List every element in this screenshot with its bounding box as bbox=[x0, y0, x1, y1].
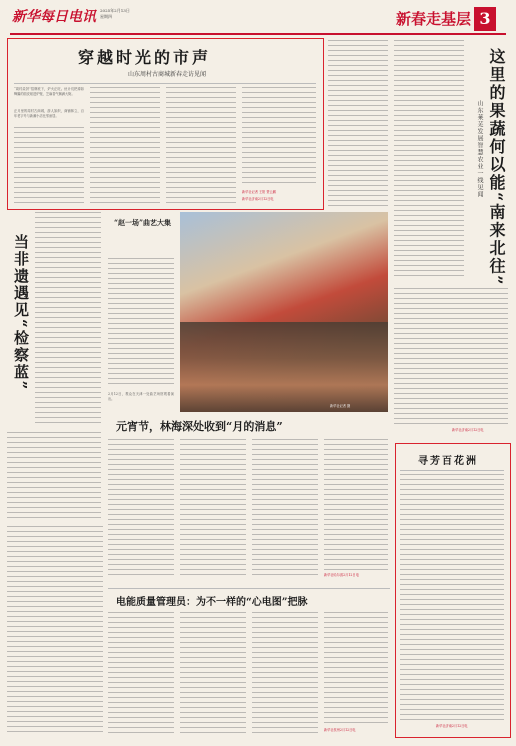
main-photograph bbox=[180, 212, 388, 412]
lantern-column-3 bbox=[252, 439, 318, 579]
lantern-column-4 bbox=[324, 439, 388, 571]
right-bottom-title: 寻芳百花洲 bbox=[418, 456, 478, 467]
right-bottom-text bbox=[400, 474, 504, 722]
lantern-title: 元宵节，林海深处收到“月的消息” bbox=[116, 420, 283, 433]
lead-article bbox=[7, 38, 324, 210]
center-feature-caption: 2月12日，观众在天津一处曲艺场馆观看演出。 bbox=[108, 392, 174, 401]
right-top-article bbox=[392, 40, 510, 440]
bottom-divider bbox=[108, 588, 390, 589]
lantern-column-2 bbox=[180, 439, 246, 579]
photo-foreground bbox=[180, 322, 388, 412]
masthead bbox=[0, 0, 516, 40]
left-mid-title: 当非遗遇见“检察蓝” bbox=[12, 234, 30, 392]
lantern-column-1 bbox=[108, 439, 174, 579]
center-feature-title: “赵一场”曲艺大集 bbox=[114, 218, 172, 227]
page-number-box bbox=[474, 7, 496, 31]
center-feature-text bbox=[108, 258, 174, 388]
lead-paragraph-1: “周村烧饼”招牌底下，炉火正旺。伙计们把薄如蝉翼的面皮贴进炉壁，芝麻香气飘满大街。 bbox=[14, 87, 84, 96]
right-bottom-source: 新华社济南2月12日电 bbox=[436, 724, 468, 728]
bottom-column-1 bbox=[108, 612, 174, 734]
left-mid-text-a bbox=[35, 212, 101, 427]
section-title: 新春走基层 bbox=[396, 10, 472, 28]
right-top-subtitle: 山东莱芜发展智慧农业一线见闻 bbox=[476, 100, 483, 198]
page-number: 3 bbox=[479, 9, 491, 28]
bottom-article bbox=[108, 588, 390, 738]
right-top-text-b bbox=[394, 288, 508, 428]
lead-paragraph-2: 正月里的周村古商城，游人如织，商铺林立，百年老字号与新潮小店比邻而居。 bbox=[14, 109, 84, 118]
bottom-column-3 bbox=[252, 612, 318, 734]
lead-column-4-text bbox=[242, 87, 316, 187]
lantern-article bbox=[108, 415, 390, 585]
center-feature bbox=[108, 212, 176, 412]
bottom-title: 电能质量管理员：为不一样的“心电图”把脉 bbox=[116, 597, 308, 608]
lead-title: 穿越时光的市声 bbox=[78, 48, 212, 67]
mid-right-column-text bbox=[328, 40, 388, 208]
right-top-title: 这里的果蔬何以能“南来北往” bbox=[487, 48, 506, 287]
lead-column-1-text bbox=[14, 127, 84, 205]
newspaper-logo: 新华每日电讯 bbox=[12, 9, 96, 25]
left-mid-article bbox=[7, 212, 103, 522]
masthead-rule bbox=[10, 33, 506, 35]
right-top-source: 新华社济南2月12日电 bbox=[452, 428, 484, 432]
lead-source: 新华社济南2月12日电 bbox=[242, 197, 274, 201]
left-bottom-text bbox=[7, 526, 103, 736]
bottom-column-4 bbox=[324, 612, 388, 726]
lead-divider bbox=[14, 83, 316, 84]
bottom-column-2 bbox=[180, 612, 246, 734]
bottom-source: 新华社杭州2月12日电 bbox=[324, 728, 356, 732]
right-bottom-article bbox=[395, 443, 511, 738]
left-mid-text-b bbox=[7, 432, 101, 522]
lead-byline: 新华社记者 王阳 贾云鹏 bbox=[242, 190, 276, 194]
lead-column-2-text bbox=[90, 87, 160, 205]
lantern-source: 新华社哈尔滨2月12日电 bbox=[324, 573, 359, 577]
photo-caption: 新华社记者 摄 bbox=[330, 404, 351, 408]
right-top-text-a bbox=[394, 40, 464, 280]
issue-weekday: 星期四 bbox=[100, 14, 112, 19]
lead-subtitle: 山东周村古商城新春走访见闻 bbox=[128, 71, 207, 78]
lead-column-3-text bbox=[166, 87, 236, 205]
right-bottom-divider bbox=[400, 470, 504, 471]
issue-date: 2025年2月13日 bbox=[100, 8, 130, 13]
